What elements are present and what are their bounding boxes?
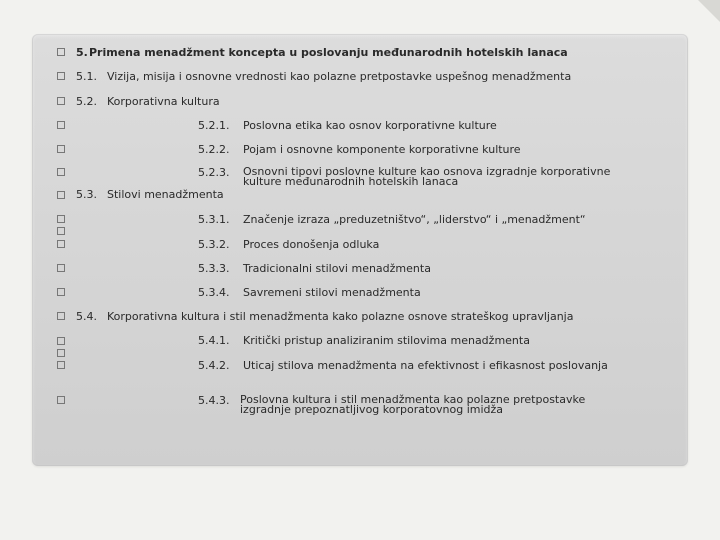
subitem-text: Pojam i osnovne komponente korporativne kulture bbox=[243, 143, 521, 156]
subitem-text: Uticaj stilova menadžmenta na efektivnost i efikasnost poslovanja bbox=[243, 359, 608, 372]
bullet-icon bbox=[57, 361, 65, 369]
subitem-number: 5.2.1. bbox=[198, 119, 230, 132]
subitem-number: 5.4.2. bbox=[198, 359, 230, 372]
subitem-text: Poslovna kultura i stil menadžmenta kao polazne pretpostavke izgradnje prepoznatljivog korporatovnog imidža bbox=[240, 393, 586, 416]
bullet-icon bbox=[57, 288, 65, 296]
subitem-number: 5.3.4. bbox=[198, 286, 230, 299]
section-number: 5. bbox=[76, 46, 88, 59]
item-number: 5.1. bbox=[76, 70, 97, 83]
subitem-text: Savremeni stilovi menadžmenta bbox=[243, 286, 421, 299]
item-text: Korporativna kultura bbox=[107, 95, 220, 108]
bullet-icon bbox=[57, 145, 65, 153]
subitem-number: 5.3.2. bbox=[198, 238, 230, 251]
bullet-icon bbox=[57, 349, 65, 357]
bullet-icon bbox=[57, 191, 65, 199]
bullet-icon bbox=[57, 121, 65, 129]
subitem-number: 5.4.3. bbox=[198, 394, 230, 407]
bullet-icon bbox=[57, 168, 65, 176]
item-text: Stilovi menadžmenta bbox=[107, 188, 224, 201]
subitem-text: Poslovna etika kao osnov korporativne kulture bbox=[243, 119, 497, 132]
bullet-icon bbox=[57, 48, 65, 56]
bullet-icon bbox=[57, 312, 65, 320]
subitem-text: Osnovni tipovi poslovne kulture kao osnova izgradnje korporativne kulture međunarodnih hotelskih lanaca bbox=[243, 165, 611, 188]
item-text: Korporativna kultura i stil menadžmenta kako polazne osnove strateškog upravljanja bbox=[107, 310, 574, 323]
item-number: 5.3. bbox=[76, 188, 97, 201]
slide-corner-decoration bbox=[698, 0, 720, 22]
bullet-icon bbox=[57, 97, 65, 105]
bullet-icon bbox=[57, 240, 65, 248]
subitem-text: Kritički pristup analiziranim stilovima menadžmenta bbox=[243, 334, 530, 347]
subitem-text: Proces donošenja odluka bbox=[243, 238, 380, 251]
item-number: 5.2. bbox=[76, 95, 97, 108]
bullet-icon bbox=[57, 227, 65, 235]
subitem-number: 5.3.3. bbox=[198, 262, 230, 275]
bullet-icon bbox=[57, 215, 65, 223]
subitem-number: 5.3.1. bbox=[198, 213, 230, 226]
section-title: Primena menadžment koncepta u poslovanju međunarodnih hotelskih lanaca bbox=[89, 46, 568, 59]
bullet-icon bbox=[57, 72, 65, 80]
subitem-number: 5.2.2. bbox=[198, 143, 230, 156]
bullet-icon bbox=[57, 337, 65, 345]
subitem-number: 5.4.1. bbox=[198, 334, 230, 347]
item-text: Vizija, misija i osnovne vrednosti kao polazne pretpostavke uspešnog menadžmenta bbox=[107, 70, 572, 83]
subitem-text: Značenje izraza „preduzetništvo“, „liderstvo“ i „menadžment“ bbox=[243, 213, 586, 226]
item-number: 5.4. bbox=[76, 310, 97, 323]
subitem-text: Tradicionalni stilovi menadžmenta bbox=[243, 262, 431, 275]
subitem-number: 5.2.3. bbox=[198, 166, 230, 179]
bullet-icon bbox=[57, 396, 65, 404]
bullet-icon bbox=[57, 264, 65, 272]
